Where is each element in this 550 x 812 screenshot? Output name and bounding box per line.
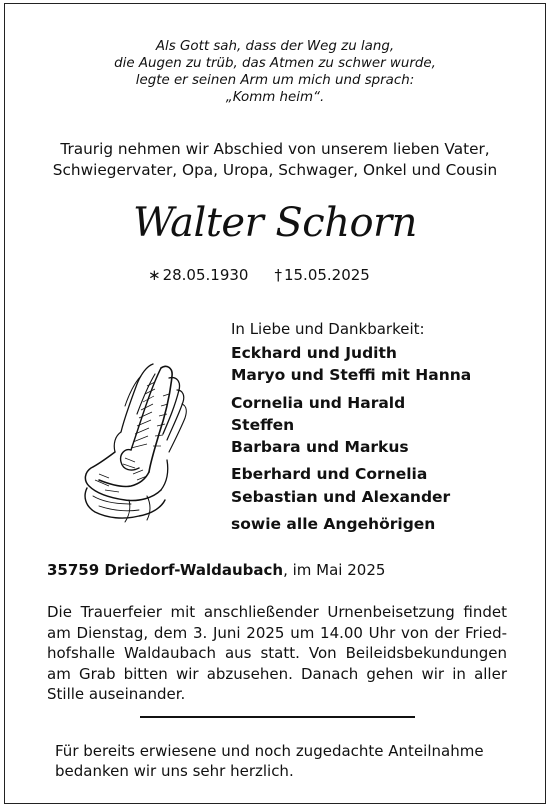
- family-member: Cornelia und Harald: [231, 393, 406, 412]
- family-member: Eberhard und Cornelia: [231, 465, 428, 484]
- deceased-name: Walter Schorn: [133, 200, 417, 246]
- family-member: Sebastian und Alexander: [231, 487, 451, 506]
- death-symbol: †: [274, 266, 282, 284]
- family-group: [231, 463, 471, 508]
- thanks-line: bedanken wir uns sehr herzlich.: [55, 762, 294, 780]
- service-line: am Grab bitten wir abzusehen. Danach gehen wir in aller: [47, 664, 507, 683]
- family-member: sowie alle Angehörigen: [231, 515, 436, 534]
- service-line: Stille auseinander.: [47, 685, 186, 703]
- poem-line: die Augen zu trüb, das Atmen zu schwer wurde,: [114, 56, 436, 71]
- thanks-line: Für bereits erwiesene und noch zugedachte Anteilnahme: [55, 742, 484, 760]
- poem: [5, 38, 545, 106]
- family-member: Maryo und Steffi mit Hanna: [231, 366, 472, 385]
- family-member: Barbara und Markus: [231, 438, 409, 457]
- service-line: hofshalle Waldaubach aus statt. Von Beileidsbekundungen: [47, 644, 507, 662]
- date-text: , im Mai 2025: [283, 561, 386, 579]
- intro-line: Schwiegervater, Opa, Uropa, Schwager, Onkel und Cousin: [52, 161, 498, 179]
- birth-date: 28.05.1930: [162, 266, 249, 284]
- poem-line: legte er seinen Arm um mich und sprach:: [135, 73, 415, 88]
- family-group: [231, 392, 471, 459]
- life-dates: [148, 265, 370, 285]
- death-date: 15.05.2025: [283, 266, 370, 284]
- place-and-date: [47, 560, 385, 580]
- family-group: [231, 342, 471, 387]
- birth-symbol: ∗: [148, 266, 161, 284]
- family-list: [231, 318, 471, 540]
- intro-text: [5, 139, 545, 181]
- family-member: Eckhard und Judith: [231, 344, 397, 362]
- poem-line: Als Gott sah, dass der Weg zu lang,: [155, 39, 395, 54]
- obituary-notice: [4, 3, 546, 804]
- family-member: Steffen: [231, 415, 295, 434]
- family-heading: In Liebe und Dankbarkeit:: [231, 320, 425, 338]
- intro-line: Traurig nehmen wir Abschied von unserem lieben Vater,: [60, 140, 490, 158]
- service-line: am Dienstag, dem 3. Juni 2025 um 14.00 Uhr von der Fried-: [47, 623, 507, 642]
- family-group: [231, 513, 471, 535]
- poem-line: „Komm heim“.: [225, 90, 325, 105]
- thanks-text: [55, 741, 484, 781]
- service-info: [47, 602, 507, 705]
- service-line: Die Trauerfeier mit anschließender Urnenbeisetzung findet: [47, 603, 507, 621]
- location: 35759 Driedorf-Waldaubach: [47, 561, 284, 579]
- divider-line: [140, 716, 415, 718]
- praying-hands-icon: [69, 356, 199, 526]
